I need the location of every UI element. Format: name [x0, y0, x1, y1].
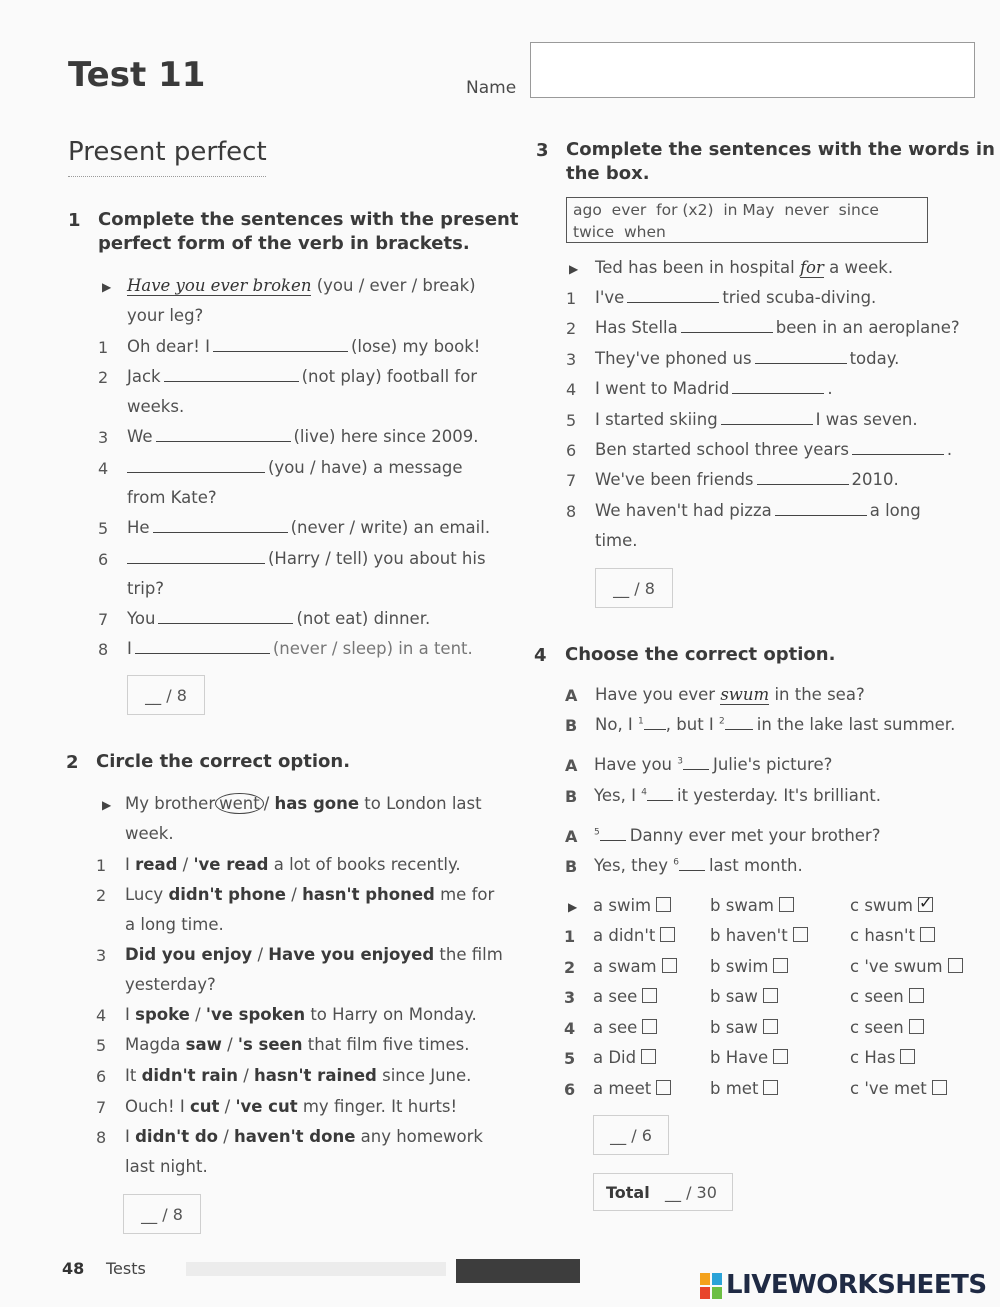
item-number: 5: [96, 1036, 107, 1055]
answer-blank[interactable]: [755, 363, 847, 364]
section-3-number: 3: [536, 140, 549, 161]
page-number: 48: [62, 1259, 85, 1278]
option-a[interactable]: [593, 896, 671, 915]
total-score-box: [593, 1173, 733, 1211]
item-cont: from Kate?: [127, 488, 217, 507]
item-text: I went to Madrid: [595, 379, 730, 398]
item-text: I was seven.: [815, 410, 918, 429]
item-number: 1: [566, 289, 577, 308]
item-number: 1: [564, 927, 576, 946]
s3-example-answer: for: [799, 258, 824, 277]
item-text: to Harry on Monday.: [310, 1005, 477, 1024]
item-text: I started skiing: [595, 410, 718, 429]
s3-item-2: [595, 318, 960, 337]
item-number: 4: [566, 380, 577, 399]
checkbox[interactable]: [763, 1080, 778, 1095]
item-text: We've been friends: [595, 470, 754, 489]
checkbox[interactable]: [932, 1080, 947, 1095]
option-label: b saw: [710, 987, 758, 1006]
gap-number: 4: [641, 787, 647, 798]
option-a[interactable]: [593, 987, 657, 1006]
answer-blank[interactable]: [852, 454, 944, 455]
checkbox[interactable]: [763, 1019, 778, 1034]
item-text: They've phoned us: [595, 349, 752, 368]
item-text: tried scuba-diving.: [722, 288, 877, 307]
item-hint: (live) here since 2009.: [293, 427, 479, 446]
checkbox[interactable]: [920, 927, 935, 942]
checkbox[interactable]: [918, 897, 933, 912]
option-a[interactable]: [593, 1079, 671, 1098]
item-number: 1: [96, 856, 107, 875]
s2-score-box: __ / 8: [123, 1194, 201, 1234]
checkbox[interactable]: [656, 897, 671, 912]
speaker-label: A: [565, 827, 578, 846]
item-text: My brother: [125, 794, 216, 813]
item-text: Ouch! I: [125, 1097, 185, 1116]
option-label: c 've met: [850, 1079, 927, 1098]
item-text: I: [125, 1005, 130, 1024]
name-field[interactable]: [530, 42, 975, 98]
item-hint: (you / have) a message: [268, 458, 463, 477]
s1-example-cont: your leg?: [127, 306, 204, 325]
item-hint: (lose) my book!: [350, 337, 481, 356]
option-label: b saw: [710, 1018, 758, 1037]
item-number: 2: [98, 368, 109, 387]
option-label: c Has: [850, 1048, 896, 1067]
answer-blank[interactable]: [127, 563, 265, 564]
option-label: c 've swum: [850, 957, 943, 976]
option-a[interactable]: [593, 1018, 657, 1037]
checkbox[interactable]: [641, 1049, 656, 1064]
example-arrow-icon: ▶: [569, 262, 579, 276]
s2-item-4: [125, 1005, 477, 1024]
footer-dark-box: [456, 1259, 580, 1283]
s3-item-6: [595, 440, 952, 459]
separator: /: [257, 945, 263, 964]
checkbox[interactable]: [660, 927, 675, 942]
separator: /: [243, 1066, 249, 1085]
answer-blank[interactable]: [213, 351, 348, 352]
dialogue-text: , but I: [665, 715, 714, 734]
item-number: 8: [96, 1128, 107, 1147]
s4-dialogue-6: [594, 856, 803, 875]
item-number: 4: [98, 459, 109, 478]
checkbox[interactable]: [662, 958, 677, 973]
item-number: 5: [564, 1049, 576, 1068]
answer-blank[interactable]: [732, 393, 824, 394]
gap-number: 1: [638, 716, 644, 727]
option-label: b swim: [710, 957, 769, 976]
s3-item-7: [595, 470, 899, 489]
speaker-label: A: [565, 686, 578, 705]
answer-blank[interactable]: [721, 424, 813, 425]
s4-dialogue-4: [594, 786, 881, 805]
separator: /: [195, 1005, 201, 1024]
option-b[interactable]: [710, 1018, 778, 1037]
s1-item-4: [127, 458, 462, 477]
dialogue-text: Have you ever: [595, 685, 716, 704]
item-number: 5: [566, 411, 577, 430]
item-hint: (Harry / tell) you about his: [268, 549, 486, 568]
answer-blank[interactable]: [644, 729, 666, 730]
item-number: 6: [564, 1080, 576, 1099]
item-text: Ben started school three years: [595, 440, 849, 459]
section-3-heading-line2: the box.: [566, 163, 650, 184]
item-cont: a long time.: [125, 915, 224, 934]
option-c[interactable]: [850, 1079, 947, 1098]
answer-blank[interactable]: [647, 800, 673, 801]
s4-dialogue-1: [595, 685, 865, 704]
s4-dialogue-3: [594, 755, 832, 774]
s3-example: [595, 258, 893, 277]
option-b[interactable]: hasn't phoned: [302, 885, 435, 904]
item-text: any homework: [360, 1127, 483, 1146]
item-number: 8: [566, 502, 577, 521]
item-text: Ted has been in hospital: [595, 258, 795, 277]
item-text: Has Stella: [595, 318, 678, 337]
item-text: I: [127, 639, 132, 658]
option-label: b haven't: [710, 926, 788, 945]
dialogue-text: Julie's picture?: [712, 755, 833, 774]
option-label: b swam: [710, 896, 774, 915]
s4-dialogue-5: [594, 826, 880, 845]
answer-blank[interactable]: [725, 729, 753, 730]
option-c[interactable]: [850, 896, 933, 915]
option-label: a didn't: [593, 926, 656, 945]
item-hint: (not play) football for: [301, 367, 478, 386]
s3-item-4: [595, 379, 833, 398]
option-c[interactable]: [850, 957, 963, 976]
option-b[interactable]: [710, 896, 794, 915]
option-a[interactable]: didn't phone: [168, 885, 286, 904]
item-cont: yesterday?: [125, 975, 216, 994]
section-1-heading-line1: Complete the sentences with the present: [98, 209, 519, 230]
item-cont: weeks.: [127, 397, 185, 416]
item-number: 2: [564, 958, 576, 977]
item-text: to London last: [364, 794, 482, 813]
item-text: Magda: [125, 1035, 181, 1054]
s1-item-3: [127, 427, 478, 446]
section-4-number: 4: [534, 645, 547, 666]
item-text: a lot of books recently.: [273, 855, 461, 874]
example-arrow-icon: ▶: [568, 900, 578, 914]
s2-item-8: [125, 1127, 483, 1146]
s1-item-2: [127, 367, 477, 386]
option-a[interactable]: saw: [185, 1035, 222, 1054]
total-label: Total: [606, 1182, 650, 1202]
item-text: me for: [440, 885, 495, 904]
s1-example: [127, 276, 476, 295]
option-c[interactable]: [850, 987, 924, 1006]
item-number: 3: [566, 350, 577, 369]
option-b[interactable]: 's seen: [237, 1035, 303, 1054]
liveworksheets-logo-icon: [700, 1273, 722, 1299]
item-text: Jack: [127, 367, 161, 386]
checkbox[interactable]: [948, 958, 963, 973]
item-text: .: [946, 440, 953, 459]
s3-item-5: [595, 410, 918, 429]
section-1-number: 1: [68, 210, 81, 231]
section-4-heading: Choose the correct option.: [565, 644, 836, 665]
answer-blank[interactable]: [158, 623, 293, 624]
option-label: a see: [593, 1018, 638, 1037]
separator: /: [291, 885, 297, 904]
item-text: a long: [869, 501, 921, 520]
answer-blank[interactable]: [775, 515, 867, 516]
item-text: since June.: [382, 1066, 472, 1085]
item-text: I've: [595, 288, 625, 307]
item-text: today.: [849, 349, 900, 368]
s2-item-3: [125, 945, 503, 964]
item-number: 3: [564, 988, 576, 1007]
item-text: We haven't had pizza: [595, 501, 772, 520]
item-text: Oh dear! I: [127, 337, 210, 356]
answer-blank[interactable]: [681, 332, 773, 333]
item-number: 2: [566, 319, 577, 338]
option-b[interactable]: [710, 926, 808, 945]
circled-option: went: [215, 793, 264, 814]
s1-score-box: __ / 8: [127, 675, 205, 715]
checkbox[interactable]: [900, 1049, 915, 1064]
item-number: 7: [96, 1098, 107, 1117]
s3-item-8: [595, 501, 921, 520]
item-text: I: [125, 855, 130, 874]
item-text: the film: [439, 945, 503, 964]
gap-number: 5: [594, 827, 600, 838]
separator: /: [223, 1127, 229, 1146]
answer-blank[interactable]: [757, 484, 849, 485]
answer-blank[interactable]: [135, 653, 270, 654]
item-number: 7: [98, 610, 109, 629]
answer-blank[interactable]: [600, 840, 626, 841]
option-b[interactable]: haven't done: [234, 1127, 356, 1146]
s2-item-1: [125, 855, 461, 874]
item-number: 6: [566, 441, 577, 460]
separator: /: [224, 1097, 231, 1116]
item-text: that film five times.: [307, 1035, 470, 1054]
s1-item-5: [127, 518, 490, 537]
page-title: Test 11: [68, 55, 206, 95]
word-box: [566, 197, 928, 243]
s2-item-5: [125, 1035, 469, 1054]
dialogue-text: Have you: [594, 755, 672, 774]
word-box-line1: ago ever for (x2) in May never since: [573, 201, 879, 219]
section-2-heading: Circle the correct option.: [96, 751, 351, 772]
item-number: 3: [96, 946, 107, 965]
gap-number: 2: [719, 716, 725, 727]
item-hint: (not eat) dinner.: [296, 609, 431, 628]
example-arrow-icon: ▶: [102, 280, 112, 294]
answer-blank[interactable]: [679, 870, 705, 871]
checkbox[interactable]: [763, 988, 778, 1003]
item-cont: week.: [125, 824, 174, 843]
s2-item-2: [125, 885, 494, 904]
item-number: 5: [98, 519, 109, 538]
s2-example: [125, 794, 482, 813]
option-b[interactable]: 've read: [193, 855, 269, 874]
speaker-label: B: [565, 787, 578, 806]
item-text: I: [125, 1127, 130, 1146]
dialogue-text: Danny ever met your brother?: [629, 826, 881, 845]
option-b[interactable]: 've cut: [235, 1097, 298, 1116]
topic-title: Present perfect: [68, 137, 267, 167]
checkbox[interactable]: [909, 988, 924, 1003]
checkbox[interactable]: [909, 1019, 924, 1034]
separator: /: [263, 794, 270, 813]
dialogue-text: it yesterday. It's brilliant.: [676, 786, 881, 805]
item-text: .: [827, 379, 833, 398]
option-b[interactable]: [710, 957, 788, 976]
item-text: We: [127, 427, 153, 446]
dialogue-text: Yes, they: [594, 856, 668, 875]
s3-score-box: __ / 8: [595, 568, 673, 608]
option-a[interactable]: didn't rain: [141, 1066, 238, 1085]
item-text: my finger. It hurts!: [302, 1097, 458, 1116]
s1-item-1: [127, 337, 480, 356]
s3-item-1: [595, 288, 876, 307]
item-number: 6: [96, 1067, 107, 1086]
option-b[interactable]: hasn't rained: [254, 1066, 377, 1085]
item-number: 8: [98, 640, 109, 659]
item-number: 2: [96, 886, 107, 905]
answer-blank[interactable]: [683, 769, 709, 770]
option-label: c seen: [850, 987, 904, 1006]
footer-faint-text: [186, 1262, 446, 1276]
checkbox[interactable]: [773, 958, 788, 973]
gap-number: 6: [673, 857, 679, 868]
s1-item-7: [127, 609, 430, 628]
handwritten-answer: swum: [720, 685, 770, 704]
option-label: c swum: [850, 896, 913, 915]
option-a[interactable]: Did you enjoy: [125, 945, 253, 964]
example-arrow-icon: ▶: [102, 798, 112, 812]
option-c[interactable]: [850, 1018, 924, 1037]
speaker-label: B: [565, 716, 578, 735]
item-text: 2010.: [851, 470, 899, 489]
word-box-line2: twice when: [573, 223, 666, 241]
dialogue-text: Yes, I: [594, 786, 636, 805]
checkbox[interactable]: [779, 897, 794, 912]
answer-blank[interactable]: [153, 532, 288, 533]
item-text: You: [127, 609, 156, 628]
checkbox[interactable]: [793, 927, 808, 942]
option-label: a meet: [593, 1079, 652, 1098]
option-label: a Did: [593, 1048, 637, 1067]
item-text: Lucy: [125, 885, 164, 904]
s1-item-6: [127, 549, 486, 568]
option-a[interactable]: didn't do: [135, 1127, 218, 1146]
checkbox[interactable]: [642, 988, 657, 1003]
option-a[interactable]: read: [135, 855, 178, 874]
option-b[interactable]: [710, 987, 778, 1006]
item-number: 3: [98, 428, 109, 447]
option-b[interactable]: [710, 1079, 778, 1098]
s1-example-answer: Have you ever broken: [127, 276, 312, 295]
option-c[interactable]: [850, 926, 935, 945]
section-1-heading-line2: perfect form of the verb in brackets.: [98, 233, 470, 254]
dialogue-text: last month.: [708, 856, 803, 875]
speaker-label: A: [565, 756, 578, 775]
option-label: c seen: [850, 1018, 904, 1037]
option-label: b Have: [710, 1048, 769, 1067]
item-number: 1: [98, 338, 109, 357]
option-label: b met: [710, 1079, 759, 1098]
item-text: a week.: [829, 258, 894, 277]
name-label: Name: [466, 78, 517, 98]
gap-number: 3: [677, 756, 683, 767]
item-cont: time.: [595, 531, 638, 550]
s4-dialogue-2: [595, 715, 955, 734]
liveworksheets-logo: LIVEWORKSHEETS: [726, 1270, 987, 1300]
item-cont: last night.: [125, 1157, 208, 1176]
option-label: c hasn't: [850, 926, 915, 945]
section-3-heading-line1: Complete the sentences with the words in: [566, 139, 995, 160]
s1-item-8: [127, 639, 473, 658]
footer-label: Tests: [106, 1259, 146, 1278]
option-a[interactable]: [593, 926, 675, 945]
option-b[interactable]: [710, 1048, 788, 1067]
option-b[interactable]: 've spoken: [205, 1005, 306, 1024]
divider: [68, 176, 266, 177]
answer-blank[interactable]: [156, 441, 291, 442]
checkbox[interactable]: [773, 1049, 788, 1064]
item-hint: (never / write) an email.: [290, 518, 491, 537]
answer-blank[interactable]: [127, 472, 265, 473]
s1-example-hint: (you / ever / break): [316, 276, 476, 295]
option-label: a see: [593, 987, 638, 1006]
item-number: 6: [98, 550, 109, 569]
separator: /: [182, 855, 189, 874]
speaker-label: B: [565, 857, 578, 876]
option-a[interactable]: [593, 957, 677, 976]
option-c[interactable]: [850, 1048, 915, 1067]
option-label: a swim: [593, 896, 652, 915]
separator: /: [227, 1035, 233, 1054]
item-text: He: [127, 518, 150, 537]
item-text: It: [125, 1066, 137, 1085]
option-a[interactable]: [593, 1048, 656, 1067]
checkbox[interactable]: [656, 1080, 671, 1095]
option-b[interactable]: Have you enjoyed: [268, 945, 435, 964]
option-label: a swam: [593, 957, 657, 976]
item-number: 4: [564, 1019, 576, 1038]
s4-score-box: __ / 6: [593, 1115, 669, 1155]
item-hint: (never / sleep) in a tent.: [272, 639, 473, 658]
total-score: __ / 30: [664, 1182, 717, 1202]
s2-item-7: [125, 1097, 457, 1116]
item-cont: trip?: [127, 579, 165, 598]
s3-item-3: [595, 349, 899, 368]
item-text: been in an aeroplane?: [775, 318, 960, 337]
answer-blank[interactable]: [164, 381, 299, 382]
answer-blank[interactable]: [627, 302, 719, 303]
option-a[interactable]: spoke: [135, 1005, 190, 1024]
dialogue-text: in the sea?: [774, 685, 865, 704]
dialogue-text: in the lake last summer.: [756, 715, 956, 734]
item-number: 4: [96, 1006, 107, 1025]
checkbox[interactable]: [642, 1019, 657, 1034]
option-a[interactable]: cut: [189, 1097, 220, 1116]
option-b: has gone: [274, 794, 360, 813]
s2-item-6: [125, 1066, 471, 1085]
section-2-number: 2: [66, 752, 79, 773]
item-number: 7: [566, 471, 577, 490]
dialogue-text: No, I: [595, 715, 633, 734]
